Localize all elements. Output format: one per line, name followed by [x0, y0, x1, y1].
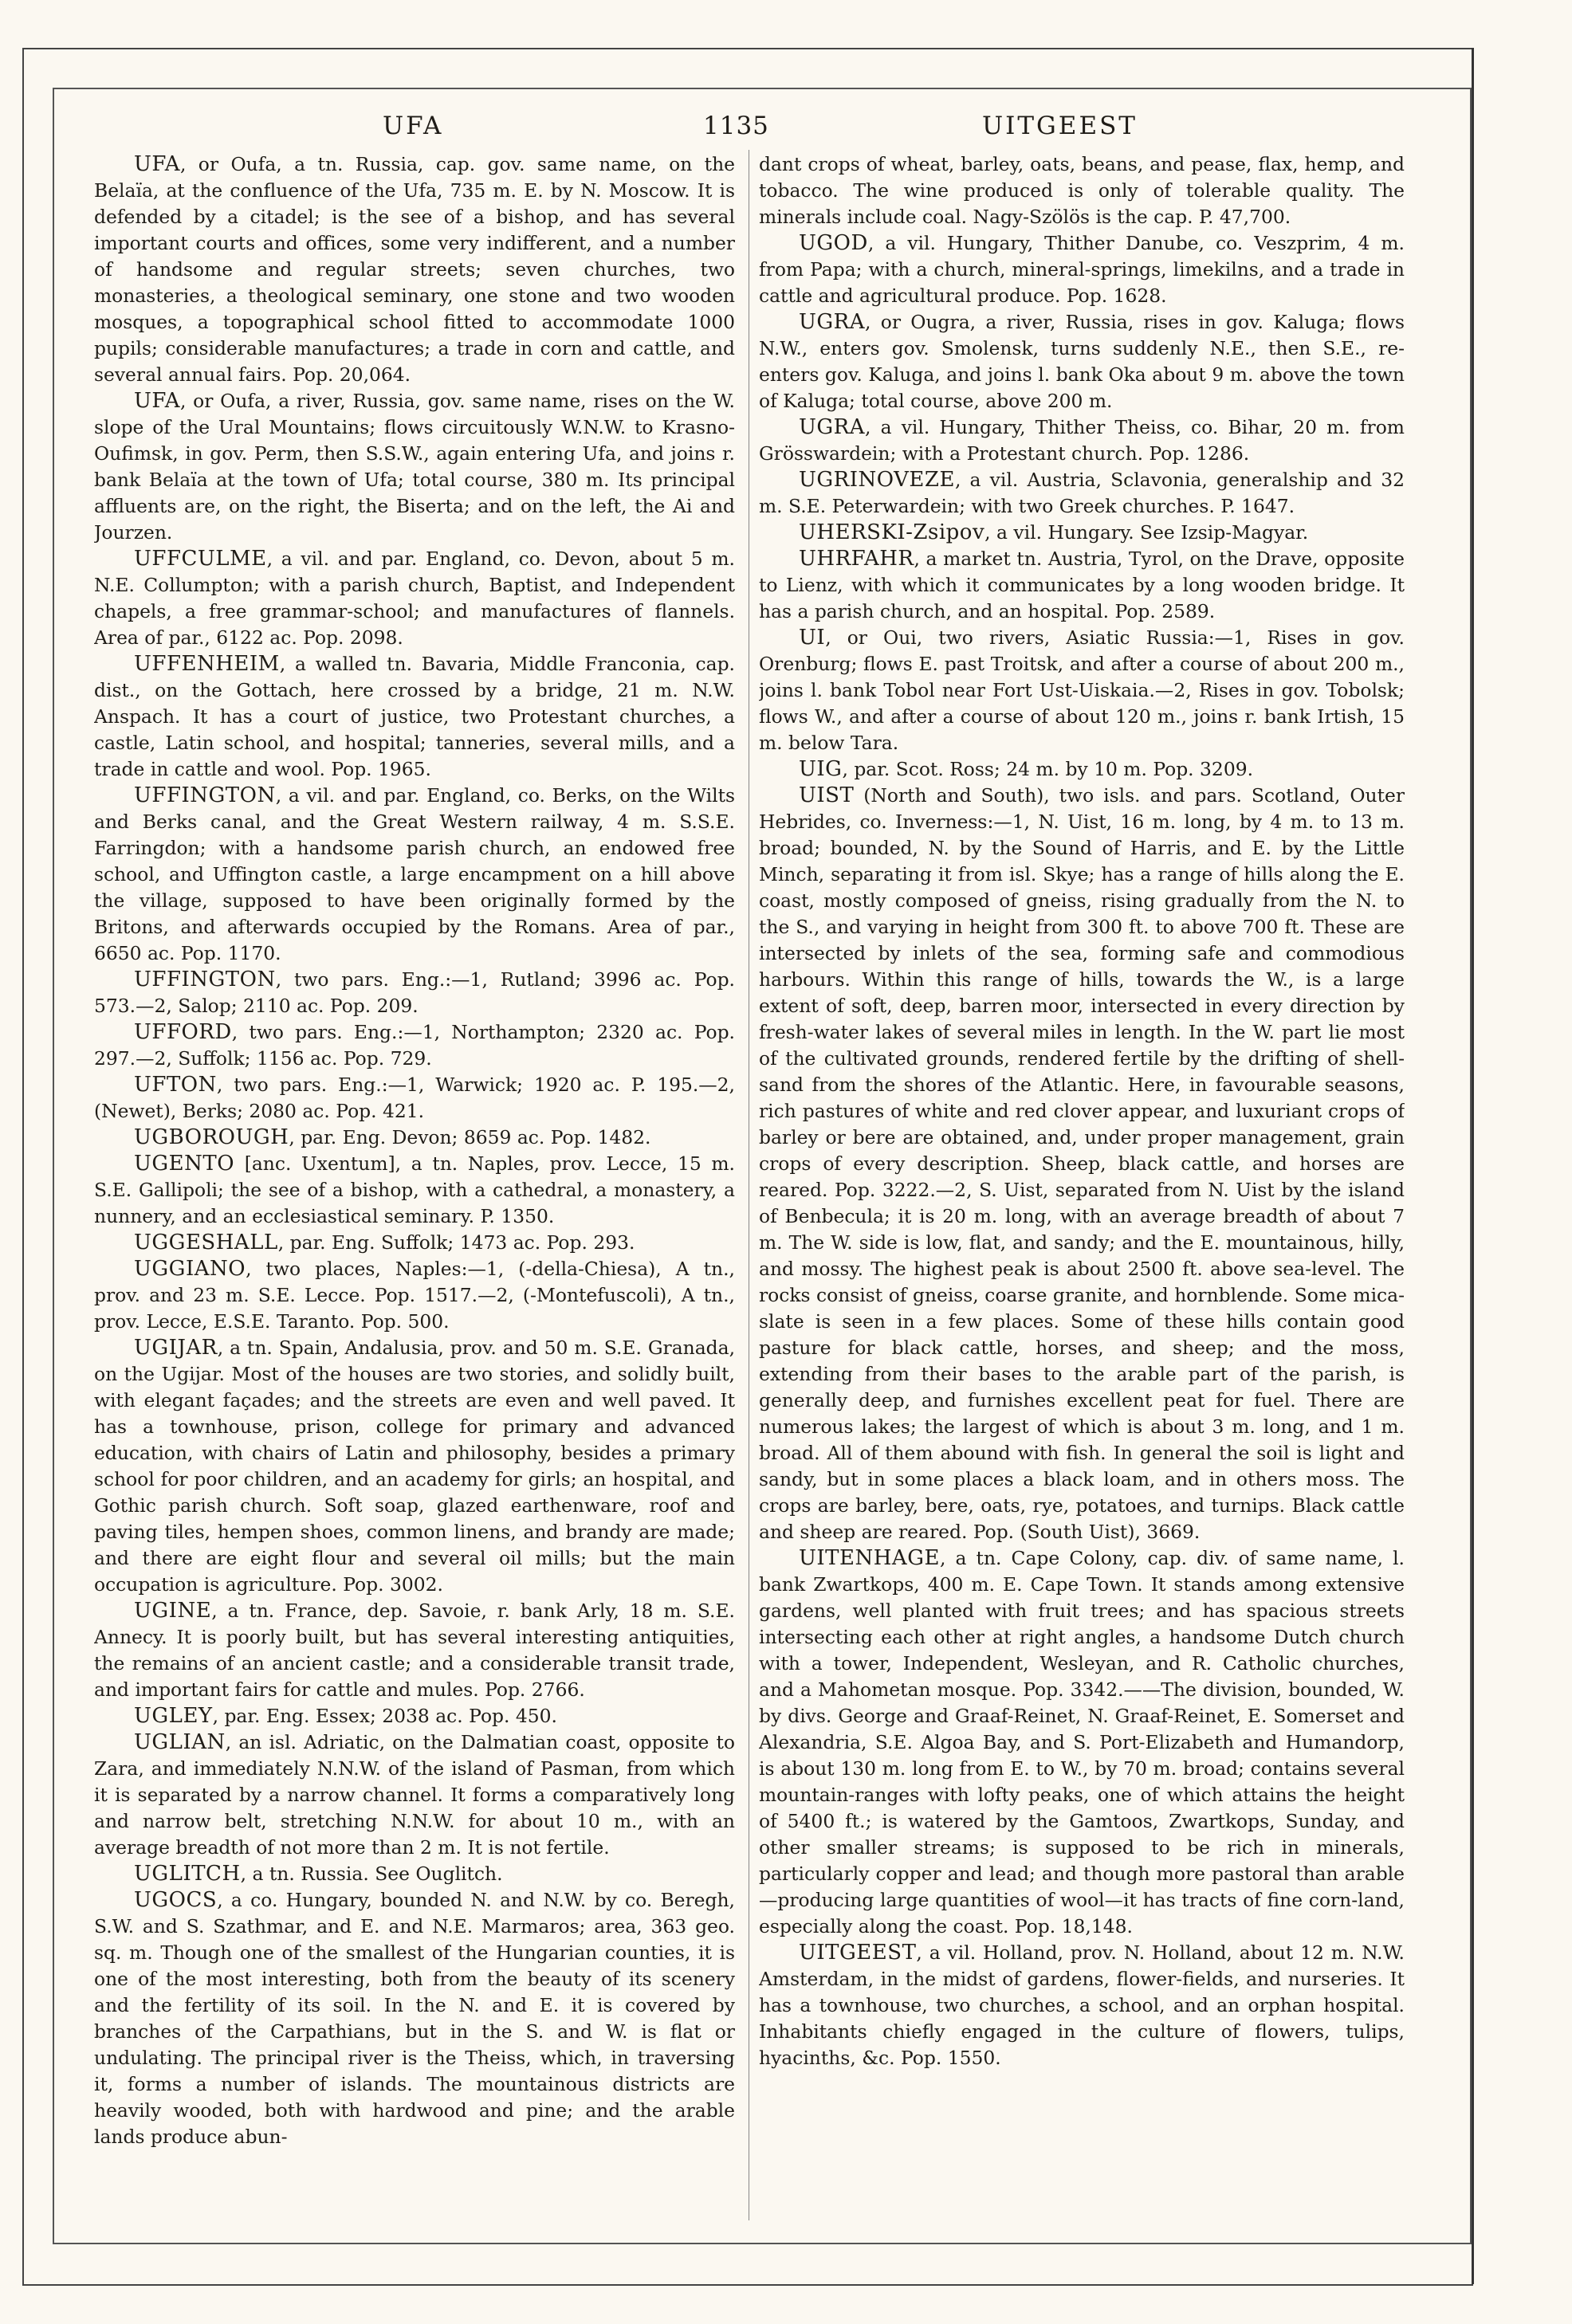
entry-headword: UGLITCH — [134, 1862, 241, 1886]
entry-text: , or Ougra, a river, Russia, rises in gov. Kaluga; flows N.W., enters gov. Smolensk, turns suddenly N.E., then S.E., re-enters gov. Kaluga, and joins l. bank Oka about 9 m. above the town of Kaluga; total course, above 200 m. — [759, 311, 1405, 412]
entry-text: , a tn. France, dep. Savoie, r. bank Arly, 18 m. S.E. Annecy. It is poorly built, but has several interesting antiquities, the remains of an ancient castle; and a considerable transit trade, and important fairs for cattle and mules. Pop. 2766. — [94, 1600, 735, 1701]
gazetteer-entry — [94, 651, 735, 783]
entry-text: , a tn. Cape Colony, cap. div. of same name, l. bank Zwartkops, 400 m. E. Cape Town. It stands among extensive gardens, well planted with fruit trees; and has spacious streets intersecting each other at right angles, a handsome Dutch church with a tower, Independent, Wesleyan, and R. Catholic churches, and a Mahometan mosque. Pop. 3342.——The division, bounded, W. by divs. George and Graaf-Reinet, N. Graaf-Reinet, E. Somerset and Alexandria, S.E. Algoa Bay, and S. Port-Elizabeth and Humandorp, is about 130 m. long from E. to W., by 70 m. broad; contains several mountain-ranges with lofty peaks, one of which attains the height of 5400 ft.; is watered by the Gamtoos, Zwartkops, Sunday, and other smaller streams; is supposed to be rich in minerals, particularly copper and lead; and though more pastoral than arable—producing large quantities of wool—it has tracts of fine corn-land, especially along the coast. Pop. 18,148. — [759, 1547, 1405, 1937]
entry-text: , a vil. Hungary, Thither Theiss, co. Bihar, 20 m. from Grösswardein; with a Protestant church. Pop. 1286. — [759, 416, 1405, 465]
entry-text: [anc. Uxentum], a tn. Naples, prov. Lecce, 15 m. S.E. Gallipoli; the see of a bishop, with a cathedral, a monastery, a nunnery, and an ecclesiastical seminary. P. 1350. — [94, 1152, 735, 1227]
gazetteer-entry — [94, 1151, 735, 1230]
gazetteer-entry — [759, 625, 1405, 756]
entry-text: , a vil. Hungary. See Izsip-Magyar. — [984, 521, 1309, 544]
gazetteer-entry — [759, 230, 1405, 309]
gazetteer-entry — [94, 1729, 735, 1861]
entry-text: , a market tn. Austria, Tyrol, on the Drave, opposite to Lienz, with which it communicates by a long wooden bridge. It has a parish church, and an hospital. Pop. 2589. — [759, 548, 1405, 622]
gazetteer-entry — [94, 1703, 735, 1729]
gazetteer-entry — [94, 546, 735, 651]
gazetteer-entry — [759, 151, 1405, 230]
entry-headword: UGLEY — [134, 1704, 213, 1728]
entry-text: , or Oufa, a river, Russia, gov. same name, rises on the W. slope of the Ural Mountains; flows circuitously W.N.W. to Krasno-Oufimsk, in gov. Perm, then S.S.W., again entering Ufa, and joins r. bank Belaïa at the town of Ufa; total course, 380 m. Its principal affluents are, on the right, the Biserta; and on the left, the Ai and Jourzen. — [94, 390, 735, 544]
entry-headword: UGRA — [799, 310, 866, 334]
entry-headword: UGENTO — [134, 1152, 235, 1176]
gazetteer-entry — [94, 1887, 735, 2150]
entry-text: , two pars. Eng.:—1, Northampton; 2320 ac. Pop. 297.—2, Suffolk; 1156 ac. Pop. 729. — [94, 1021, 735, 1070]
entry-headword: UITENHAGE — [799, 1546, 940, 1570]
gazetteer-entry — [94, 388, 735, 546]
outer-border-right — [1472, 48, 1474, 2284]
entry-headword: UHERSKI-Zsipov — [799, 520, 985, 544]
entry-headword: UGLIAN — [134, 1730, 226, 1754]
entry-headword: UFFINGTON — [134, 968, 276, 991]
right-column — [759, 151, 1405, 2240]
entry-text: , a vil. and par. England, co. Berks, on the Wilts and Berks canal, and the Great Western railway, 4 m. S.S.E. Farringdon; with a handsome parish church, an endowed free school, and Uffington castle, a large encampment on a hill above the village, supposed to have been originally formed by the Britons, and afterwards occupied by the Romans. Area of par., 6650 ac. Pop. 1170. — [94, 784, 735, 964]
entry-headword: UGRINOVEZE — [799, 468, 955, 492]
entry-headword: UFFORD — [134, 1020, 232, 1044]
entry-text: , a vil. and par. England, co. Devon, about 5 m. N.E. Collumpton; with a parish church, Baptist, and Independent chapels, a free grammar-school; and manufactures of flannels. Area of par., 6122 ac. Pop. 2098. — [94, 548, 735, 649]
gazetteer-entry — [94, 1125, 735, 1151]
gazetteer-entry — [759, 1545, 1405, 1940]
entry-headword: UITGEEST — [799, 1941, 917, 1965]
gazetteer-entry — [94, 967, 735, 1019]
gazetteer-entry — [759, 520, 1405, 546]
entry-text: , a tn. Russia. See Ouglitch. — [240, 1863, 503, 1885]
entry-text: , a vil. Austria, Sclavonia, generalship and 32 m. S.E. Peterwardein; with two Greek churches. P. 1647. — [759, 469, 1405, 517]
gazetteer-entry — [759, 414, 1405, 467]
gazetteer-entry — [94, 1861, 735, 1887]
entry-text: , an isl. Adriatic, on the Dalmatian coast, opposite to Zara, and immediately N.N.W. of the island of Pasman, from which it is separated by a narrow channel. It forms a comparatively long and narrow belt, stretching N.N.W. for about 10 m., with an average breadth of not more than 2 m. It is not fertile. — [94, 1731, 735, 1859]
entry-text: , a vil. Holland, prov. N. Holland, about 12 m. N.W. Amsterdam, in the midst of gardens, flower-fields, and nurseries. It has a townhouse, two churches, a school, and an orphan hospital. Inhabitants chiefly engaged in the culture of flowers, tulips, hyacinths, &c. Pop. 1550. — [759, 1941, 1405, 2069]
entry-headword: UI — [799, 626, 826, 650]
entry-headword: UFA — [134, 389, 180, 413]
gazetteer-entry — [759, 546, 1405, 625]
running-header — [73, 112, 1449, 143]
entry-text: , or Oufa, a tn. Russia, cap. gov. same name, on the Belaïa, at the confluence of the Ufa, 735 m. E. by N. Moscow. It is defended by a citadel; is the see of a bishop, and has several important courts and offices, some very indifferent, and a number of handsome and regular streets; seven churches, two monasteries, a theological seminary, one stone and two wooden mosques, a topographical school fitted to accommodate 1000 pupils; considerable manufactures; a trade in corn and cattle, and several annual fairs. Pop. 20,064. — [94, 153, 735, 386]
entry-headword: UHRFAHR — [799, 547, 914, 571]
gazetteer-entry — [94, 1335, 735, 1598]
entry-text: , a walled tn. Bavaria, Middle Franconia, cap. dist., on the Gottach, here crossed by a bridge, 21 m. N.W. Anspach. It has a court of justice, two Protestant churches, a castle, Latin school, and hospital; tanneries, several mills, and a trade in cattle and wool. Pop. 1965. — [94, 653, 735, 780]
gazetteer-entry — [94, 1598, 735, 1703]
entry-headword: UFA — [134, 152, 180, 176]
entry-headword: UFFCULME — [134, 547, 267, 571]
entry-text: , par. Scot. Ross; 24 m. by 10 m. Pop. 3209. — [842, 758, 1254, 780]
entry-headword: UGINE — [134, 1599, 212, 1623]
gazetteer-entry — [759, 309, 1405, 414]
entry-text: , a co. Hungary, bounded N. and N.W. by co. Beregh, S.W. and S. Szathmar, and E. and N.E. Marmaros; area, 363 geo. sq. m. Though one of the smallest of the Hungarian counties, it is one of the most interesting, both from the beauty of its scenery and the fertility of its soil. In the N. and E. it is covered by branches of the Carpathians, but in the S. and W. is flat or undulating. The principal river is the Theiss, which, in traversing it, forms a number of islands. The mountainous districts are heavily wooded, both with hardwood and pine; and the arable lands produce abun- — [94, 1889, 735, 2148]
page-number: 1135 — [703, 112, 769, 140]
entry-headword: UGGESHALL — [134, 1231, 278, 1254]
gazetteer-entry — [759, 1940, 1405, 2071]
header-left-word: UFA — [383, 112, 444, 140]
entry-headword: UGIJAR — [134, 1336, 218, 1360]
entry-text: , two places, Naples:—1, (-della-Chiesa), A tn., prov. and 23 m. S.E. Lecce. Pop. 1517.—2, (-Montefuscoli), A tn., prov. Lecce, E.S.E. Taranto. Pop. 500. — [94, 1258, 735, 1333]
entry-text: , or Oui, two rivers, Asiatic Russia:—1, Rises in gov. Orenburg; flows E. past Troitsk, and after a course of about 200 m., joins l. bank Tobol near Fort Ust-Uiskaia.—2, Rises in gov. Tobolsk; flows W., and after a course of about 120 m., joins r. bank Irtish, 15 m. below Tara. — [759, 626, 1405, 754]
left-column — [94, 151, 735, 2240]
entry-text: , two pars. Eng.:—1, Warwick; 1920 ac. P. 195.—2, (Newet), Berks; 2080 ac. Pop. 421. — [94, 1074, 735, 1122]
entry-headword: UFFINGTON — [134, 783, 276, 807]
entry-headword: UGOD — [799, 231, 868, 255]
gazetteer-entry — [94, 1230, 735, 1256]
entry-headword: UFTON — [134, 1073, 217, 1097]
entry-headword: UGGIANO — [134, 1257, 246, 1281]
entry-text: (North and South), two isls. and pars. Scotland, Outer Hebrides, co. Inverness:—1, N. Uist, 16 m. long, by 4 m. to 13 m. broad; bounded, N. by the Sound of Harris, and E. by the Little Minch, separating it from isl. Skye; has a range of hills along the E. coast, mostly composed of gneiss, rising gradually from the N. to the S., and varying in height from 300 ft. to above 700 ft. These are intersected by inlets of the sea, forming safe and commodious harbours. Within this range of hills, towards the W., is a large extent of soft, deep, barren moor, intersected in every direction by fresh-water lakes of several miles in length. In the W. part lie most of the cultivated grounds, rendered fertile by the drifting of shell-sand from the shores of the Atlantic. Here, in favourable seasons, rich pastures of white and red clover appear, and luxuriant crops of barley or bere are obtained, and, under proper management, grain crops of every description. Sheep, black cattle, and horses are reared. Pop. 3222.—2, S. Uist, separated from N. Uist by the island of Benbecula; it is 20 m. long, with an average breadth of about 7 m. The W. side is low, flat, and sandy; and the E. mountainous, hilly, and mossy. The highest peak is about 2500 ft. above sea-level. The rocks consist of gneiss, coarse granite, and hornblende. Some mica-slate is seen in a few places. Some of these hills contain good pasture for black cattle, horses, and sheep; and the moss, extending from their bases to the arable part of the parish, is generally deep, and furnishes excellent peat for fuel. There are numerous lakes; the largest of which is about 3 m. long, and 1 m. broad. All of them abound with fish. In general the soil is light and sandy, but in some places a black loam, and in others moss. The crops are barley, bere, oats, rye, potatoes, and turnips. Black cattle and sheep are reared. Pop. (South Uist), 3669. — [759, 784, 1405, 1543]
gazetteer-entry — [759, 783, 1405, 1545]
gazetteer-entry — [94, 1256, 735, 1335]
gazetteer-entry — [94, 783, 735, 967]
entry-headword: UGOCS — [134, 1888, 218, 1912]
entry-text: dant crops of wheat, barley, oats, beans, and pease, flax, hemp, and tobacco. The wine produced is only of tolerable quality. The minerals include coal. Nagy-Szölös is the cap. P. 47,700. — [759, 153, 1405, 228]
entry-text: , two pars. Eng.:—1, Rutland; 3996 ac. Pop. 573.—2, Salop; 2110 ac. Pop. 209. — [94, 968, 735, 1017]
gazetteer-entry — [94, 1072, 735, 1125]
entry-text: , par. Eng. Suffolk; 1473 ac. Pop. 293. — [277, 1231, 635, 1254]
entry-text: , a tn. Spain, Andalusia, prov. and 50 m. S.E. Granada, on the Ugijar. Most of the houses are two stories, and solidly built, with elegant façades; and the streets are even and well paved. It has a townhouse, prison, college for primary and advanced education, with chairs of Latin and philosophy, besides a primary school for poor children, and an academy for girls; an hospital, and Gothic parish church. Soft soap, glazed earthenware, roof and paving tiles, hempen shoes, common linens, and brandy are made; and there are eight flour and several oil mills; but the main occupation is agriculture. Pop. 3002. — [94, 1337, 735, 1596]
gazetteer-entry — [94, 1019, 735, 1072]
header-right-word: UITGEEST — [982, 112, 1138, 140]
entry-headword: UIG — [799, 757, 843, 781]
entry-headword: UFFENHEIM — [134, 652, 280, 676]
entry-text: , par. Eng. Devon; 8659 ac. Pop. 1482. — [289, 1126, 651, 1148]
entry-text: , a vil. Hungary, Thither Danube, co. Veszprim, 4 m. from Papa; with a church, mineral-springs, limekilns, and a trade in cattle and agricultural produce. Pop. 1628. — [759, 232, 1405, 307]
entry-headword: UGBOROUGH — [134, 1125, 289, 1149]
entry-headword: UGRA — [799, 415, 866, 439]
gazetteer-entry — [759, 467, 1405, 520]
entry-text: , par. Eng. Essex; 2038 ac. Pop. 450. — [212, 1705, 557, 1727]
entry-headword: UIST — [799, 783, 855, 807]
gazetteer-entry — [94, 151, 735, 388]
gazetteer-entry — [759, 756, 1405, 783]
